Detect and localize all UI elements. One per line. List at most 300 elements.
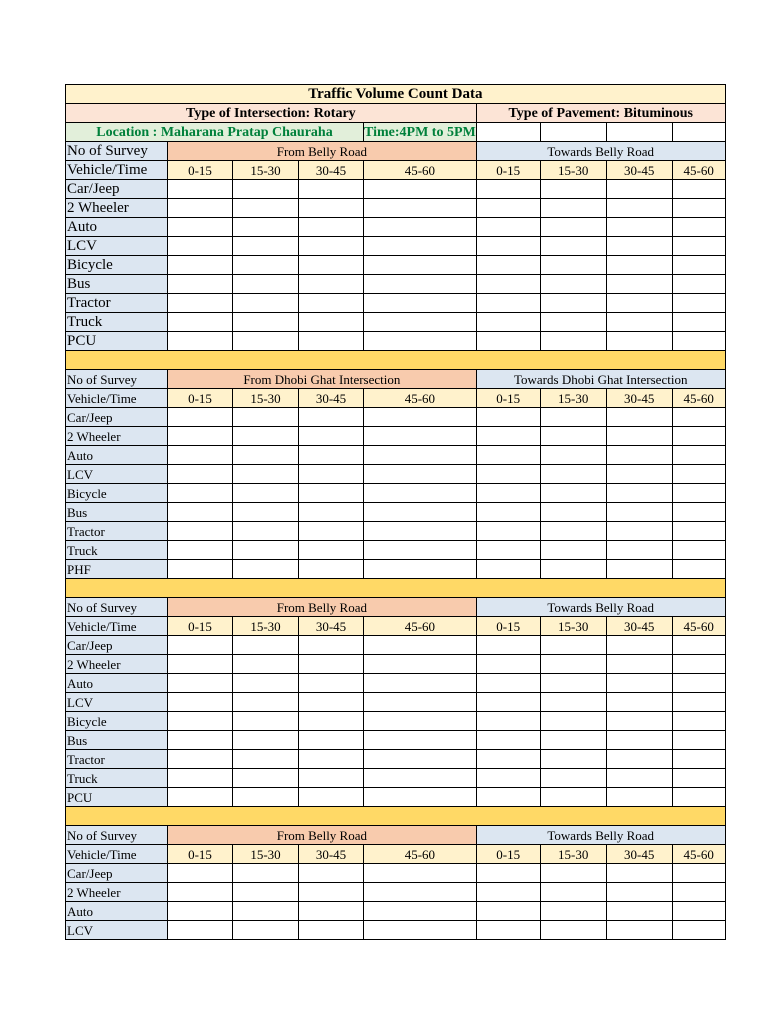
count-cell[interactable] (540, 408, 606, 427)
vehicle-row (66, 446, 726, 465)
count-cell[interactable] (233, 636, 299, 655)
count-cell[interactable] (672, 541, 725, 560)
time-slot-header: 30-45 (606, 617, 672, 636)
time-slot-header: 30-45 (606, 845, 672, 864)
count-cell[interactable] (299, 275, 364, 294)
section-separator (66, 351, 726, 370)
count-cell[interactable] (606, 693, 672, 712)
count-cell[interactable] (606, 731, 672, 750)
vehicle-type-label: 2 Wheeler (66, 883, 168, 902)
separator-bar (66, 351, 726, 370)
count-cell[interactable] (233, 180, 299, 199)
count-cell[interactable] (476, 408, 540, 427)
location-label: Location : Maharana Pratap Chauraha (66, 123, 364, 142)
count-cell[interactable] (233, 332, 299, 351)
count-cell[interactable] (299, 427, 364, 446)
count-cell[interactable] (476, 446, 540, 465)
count-cell[interactable] (540, 655, 606, 674)
count-cell[interactable] (606, 636, 672, 655)
count-cell[interactable] (364, 693, 477, 712)
count-cell[interactable] (672, 465, 725, 484)
count-cell[interactable] (606, 769, 672, 788)
count-cell[interactable] (476, 655, 540, 674)
count-cell[interactable] (606, 465, 672, 484)
count-cell[interactable] (233, 921, 299, 940)
count-cell[interactable] (540, 180, 606, 199)
count-cell[interactable] (606, 750, 672, 769)
count-cell[interactable] (168, 199, 233, 218)
count-cell[interactable] (672, 275, 725, 294)
count-cell[interactable] (233, 256, 299, 275)
count-cell[interactable] (299, 408, 364, 427)
vehicle-row (66, 294, 726, 313)
count-cell[interactable] (299, 921, 364, 940)
count-cell[interactable] (540, 712, 606, 731)
count-cell[interactable] (540, 199, 606, 218)
count-cell[interactable] (233, 769, 299, 788)
count-cell[interactable] (233, 712, 299, 731)
count-cell[interactable] (672, 484, 725, 503)
count-cell[interactable] (299, 313, 364, 332)
count-cell[interactable] (672, 294, 725, 313)
count-cell[interactable] (476, 693, 540, 712)
count-cell[interactable] (168, 522, 233, 541)
count-cell[interactable] (168, 313, 233, 332)
count-cell[interactable] (540, 731, 606, 750)
count-cell[interactable] (476, 560, 540, 579)
count-cell[interactable] (168, 788, 233, 807)
survey-header-row (66, 826, 726, 845)
count-cell[interactable] (540, 503, 606, 522)
count-cell[interactable] (168, 921, 233, 940)
vehicle-type-label: LCV (66, 465, 168, 484)
count-cell[interactable] (299, 541, 364, 560)
count-cell[interactable] (168, 427, 233, 446)
count-cell[interactable] (364, 427, 477, 446)
count-cell[interactable] (672, 693, 725, 712)
count-cell[interactable] (168, 294, 233, 313)
count-cell[interactable] (233, 864, 299, 883)
count-cell[interactable] (606, 522, 672, 541)
count-cell[interactable] (540, 332, 606, 351)
count-cell[interactable] (233, 902, 299, 921)
count-cell[interactable] (606, 541, 672, 560)
count-cell[interactable] (476, 294, 540, 313)
count-cell[interactable] (168, 864, 233, 883)
time-slot-header: 45-60 (672, 617, 725, 636)
count-cell[interactable] (364, 275, 477, 294)
count-cell[interactable] (540, 522, 606, 541)
count-cell[interactable] (299, 636, 364, 655)
count-cell[interactable] (540, 218, 606, 237)
count-cell[interactable] (540, 446, 606, 465)
count-cell[interactable] (606, 408, 672, 427)
count-cell[interactable] (672, 313, 725, 332)
count-cell[interactable] (233, 484, 299, 503)
count-cell[interactable] (364, 503, 477, 522)
count-cell[interactable] (168, 332, 233, 351)
count-cell[interactable] (606, 655, 672, 674)
count-cell[interactable] (672, 503, 725, 522)
count-cell[interactable] (168, 560, 233, 579)
count-cell[interactable] (364, 237, 477, 256)
count-cell[interactable] (364, 522, 477, 541)
count-cell[interactable] (672, 883, 725, 902)
count-cell[interactable] (168, 712, 233, 731)
count-cell[interactable] (606, 674, 672, 693)
count-cell[interactable] (364, 674, 477, 693)
count-cell[interactable] (233, 503, 299, 522)
count-cell[interactable] (540, 788, 606, 807)
count-cell[interactable] (233, 199, 299, 218)
count-cell[interactable] (476, 769, 540, 788)
count-cell[interactable] (540, 313, 606, 332)
count-cell[interactable] (606, 503, 672, 522)
count-cell[interactable] (299, 693, 364, 712)
count-cell[interactable] (476, 731, 540, 750)
count-cell[interactable] (233, 427, 299, 446)
count-cell[interactable] (540, 237, 606, 256)
count-cell[interactable] (233, 522, 299, 541)
count-cell[interactable] (168, 674, 233, 693)
count-cell[interactable] (364, 199, 477, 218)
count-cell[interactable] (233, 693, 299, 712)
count-cell[interactable] (606, 484, 672, 503)
count-cell[interactable] (606, 902, 672, 921)
count-cell[interactable] (364, 180, 477, 199)
count-cell[interactable] (606, 256, 672, 275)
count-cell[interactable] (364, 313, 477, 332)
count-cell[interactable] (364, 446, 477, 465)
count-cell[interactable] (540, 275, 606, 294)
count-cell[interactable] (364, 769, 477, 788)
count-cell[interactable] (364, 731, 477, 750)
count-cell[interactable] (233, 275, 299, 294)
count-cell[interactable] (299, 902, 364, 921)
no-of-survey-label: No of Survey (66, 142, 168, 161)
time-slot-header: 15-30 (233, 617, 299, 636)
time-slot-header: 15-30 (540, 161, 606, 180)
count-cell[interactable] (476, 541, 540, 560)
count-cell[interactable] (606, 294, 672, 313)
count-cell[interactable] (168, 256, 233, 275)
count-cell[interactable] (476, 503, 540, 522)
separator-bar (66, 579, 726, 598)
count-cell[interactable] (476, 180, 540, 199)
time-slot-header: 15-30 (540, 389, 606, 408)
count-cell[interactable] (476, 275, 540, 294)
count-cell[interactable] (606, 199, 672, 218)
vehicle-type-label: Bicycle (66, 256, 168, 275)
count-cell[interactable] (233, 731, 299, 750)
pavement-type: Type of Pavement: Bituminous (476, 104, 725, 123)
count-cell[interactable] (606, 560, 672, 579)
count-cell[interactable] (364, 750, 477, 769)
count-cell[interactable] (476, 199, 540, 218)
towards-direction-label: Towards Belly Road (476, 142, 725, 161)
count-cell[interactable] (299, 864, 364, 883)
count-cell[interactable] (672, 655, 725, 674)
count-cell[interactable] (364, 218, 477, 237)
count-cell[interactable] (476, 750, 540, 769)
count-cell[interactable] (476, 921, 540, 940)
count-cell[interactable] (168, 883, 233, 902)
count-cell[interactable] (299, 218, 364, 237)
count-cell[interactable] (672, 332, 725, 351)
count-cell[interactable] (672, 427, 725, 446)
time-slot-header: 30-45 (606, 161, 672, 180)
count-cell[interactable] (540, 636, 606, 655)
count-cell[interactable] (540, 693, 606, 712)
count-cell[interactable] (233, 788, 299, 807)
count-cell[interactable] (672, 636, 725, 655)
count-cell[interactable] (299, 180, 364, 199)
count-cell[interactable] (476, 788, 540, 807)
count-cell[interactable] (168, 750, 233, 769)
count-cell[interactable] (168, 541, 233, 560)
count-cell[interactable] (540, 864, 606, 883)
count-cell[interactable] (364, 636, 477, 655)
count-cell[interactable] (672, 788, 725, 807)
count-cell[interactable] (168, 180, 233, 199)
count-cell[interactable] (672, 256, 725, 275)
count-cell[interactable] (540, 674, 606, 693)
count-cell[interactable] (672, 218, 725, 237)
count-cell[interactable] (476, 864, 540, 883)
count-cell[interactable] (364, 921, 477, 940)
vehicle-row (66, 883, 726, 902)
count-cell[interactable] (168, 465, 233, 484)
count-cell[interactable] (364, 465, 477, 484)
vehicle-type-label: 2 Wheeler (66, 655, 168, 674)
count-cell[interactable] (299, 332, 364, 351)
count-cell[interactable] (299, 465, 364, 484)
count-cell[interactable] (672, 237, 725, 256)
count-cell[interactable] (364, 712, 477, 731)
count-cell[interactable] (476, 313, 540, 332)
count-cell[interactable] (364, 294, 477, 313)
count-cell[interactable] (299, 750, 364, 769)
count-cell[interactable] (364, 256, 477, 275)
count-cell[interactable] (364, 788, 477, 807)
count-cell[interactable] (299, 484, 364, 503)
count-cell[interactable] (540, 750, 606, 769)
count-cell[interactable] (299, 769, 364, 788)
count-cell[interactable] (168, 503, 233, 522)
count-cell[interactable] (168, 446, 233, 465)
time-slot-header: 0-15 (168, 845, 233, 864)
count-cell[interactable] (168, 275, 233, 294)
count-cell[interactable] (672, 560, 725, 579)
count-cell[interactable] (606, 712, 672, 731)
count-cell[interactable] (233, 674, 299, 693)
count-cell[interactable] (476, 636, 540, 655)
count-cell[interactable] (476, 332, 540, 351)
count-cell[interactable] (364, 902, 477, 921)
count-cell[interactable] (540, 902, 606, 921)
count-cell[interactable] (168, 769, 233, 788)
vehicle-type-label: Truck (66, 313, 168, 332)
count-cell[interactable] (672, 408, 725, 427)
count-cell[interactable] (476, 427, 540, 446)
count-cell[interactable] (672, 750, 725, 769)
count-cell[interactable] (672, 769, 725, 788)
count-cell[interactable] (606, 427, 672, 446)
count-cell[interactable] (540, 484, 606, 503)
empty-cell[interactable] (476, 123, 540, 142)
count-cell[interactable] (606, 864, 672, 883)
count-cell[interactable] (476, 256, 540, 275)
count-cell[interactable] (606, 180, 672, 199)
count-cell[interactable] (672, 199, 725, 218)
count-cell[interactable] (299, 503, 364, 522)
count-cell[interactable] (299, 256, 364, 275)
vehicle-type-label: Auto (66, 446, 168, 465)
count-cell[interactable] (299, 655, 364, 674)
from-direction-label: From Belly Road (168, 598, 477, 617)
vehicle-type-label: Bus (66, 503, 168, 522)
count-cell[interactable] (540, 541, 606, 560)
count-cell[interactable] (364, 883, 477, 902)
time-slot-header: 0-15 (168, 617, 233, 636)
count-cell[interactable] (299, 199, 364, 218)
count-cell[interactable] (168, 731, 233, 750)
count-cell[interactable] (476, 218, 540, 237)
vehicle-row (66, 921, 726, 940)
count-cell[interactable] (233, 750, 299, 769)
count-cell[interactable] (672, 446, 725, 465)
count-cell[interactable] (299, 237, 364, 256)
time-slot-header: 0-15 (476, 845, 540, 864)
traffic-count-table (65, 84, 726, 940)
count-cell[interactable] (233, 541, 299, 560)
time-slot-header: 15-30 (540, 617, 606, 636)
count-cell[interactable] (168, 218, 233, 237)
count-cell[interactable] (299, 446, 364, 465)
count-cell[interactable] (364, 655, 477, 674)
count-cell[interactable] (299, 712, 364, 731)
count-cell[interactable] (299, 674, 364, 693)
vehicle-row (66, 427, 726, 446)
towards-direction-label: Towards Belly Road (476, 826, 725, 845)
count-cell[interactable] (606, 788, 672, 807)
count-cell[interactable] (233, 446, 299, 465)
count-cell[interactable] (233, 218, 299, 237)
count-cell[interactable] (168, 484, 233, 503)
vehicle-type-label: Car/Jeep (66, 864, 168, 883)
count-cell[interactable] (299, 788, 364, 807)
count-cell[interactable] (476, 883, 540, 902)
count-cell[interactable] (299, 294, 364, 313)
count-cell[interactable] (476, 484, 540, 503)
count-cell[interactable] (233, 655, 299, 674)
count-cell[interactable] (672, 522, 725, 541)
count-cell[interactable] (233, 560, 299, 579)
count-cell[interactable] (606, 237, 672, 256)
count-cell[interactable] (364, 864, 477, 883)
count-cell[interactable] (672, 921, 725, 940)
time-slot-header: 15-30 (540, 845, 606, 864)
count-cell[interactable] (606, 446, 672, 465)
count-cell[interactable] (476, 674, 540, 693)
count-cell[interactable] (233, 237, 299, 256)
count-cell[interactable] (540, 883, 606, 902)
count-cell[interactable] (299, 560, 364, 579)
count-cell[interactable] (476, 712, 540, 731)
count-cell[interactable] (233, 883, 299, 902)
count-cell[interactable] (540, 465, 606, 484)
count-cell[interactable] (364, 332, 477, 351)
empty-cell[interactable] (606, 123, 672, 142)
count-cell[interactable] (540, 769, 606, 788)
count-cell[interactable] (233, 465, 299, 484)
count-cell[interactable] (540, 427, 606, 446)
count-cell[interactable] (540, 294, 606, 313)
count-cell[interactable] (672, 731, 725, 750)
count-cell[interactable] (606, 313, 672, 332)
vehicle-row (66, 750, 726, 769)
count-cell[interactable] (606, 275, 672, 294)
count-cell[interactable] (233, 294, 299, 313)
count-cell[interactable] (233, 313, 299, 332)
count-cell[interactable] (476, 902, 540, 921)
count-cell[interactable] (672, 712, 725, 731)
vehicle-type-label: LCV (66, 693, 168, 712)
count-cell[interactable] (540, 560, 606, 579)
count-cell[interactable] (672, 674, 725, 693)
count-cell[interactable] (299, 883, 364, 902)
count-cell[interactable] (168, 655, 233, 674)
count-cell[interactable] (168, 693, 233, 712)
count-cell[interactable] (168, 902, 233, 921)
count-cell[interactable] (540, 256, 606, 275)
count-cell[interactable] (476, 237, 540, 256)
count-cell[interactable] (672, 902, 725, 921)
vehicle-row (66, 693, 726, 712)
count-cell[interactable] (364, 541, 477, 560)
count-cell[interactable] (168, 636, 233, 655)
count-cell[interactable] (299, 522, 364, 541)
count-cell[interactable] (540, 921, 606, 940)
count-cell[interactable] (606, 921, 672, 940)
count-cell[interactable] (476, 465, 540, 484)
vehicle-time-label: Vehicle/Time (66, 617, 168, 636)
count-cell[interactable] (606, 883, 672, 902)
time-slot-row (66, 617, 726, 636)
count-cell[interactable] (476, 522, 540, 541)
vehicle-row (66, 408, 726, 427)
count-cell[interactable] (168, 237, 233, 256)
count-cell[interactable] (606, 332, 672, 351)
count-cell[interactable] (672, 864, 725, 883)
vehicle-type-label: Bicycle (66, 712, 168, 731)
vehicle-type-label: Auto (66, 674, 168, 693)
vehicle-type-label: Tractor (66, 294, 168, 313)
count-cell[interactable] (606, 218, 672, 237)
count-cell[interactable] (672, 180, 725, 199)
count-cell[interactable] (168, 408, 233, 427)
count-cell[interactable] (364, 560, 477, 579)
vehicle-type-label: LCV (66, 237, 168, 256)
count-cell[interactable] (233, 408, 299, 427)
empty-cell[interactable] (672, 123, 725, 142)
count-cell[interactable] (299, 731, 364, 750)
count-cell[interactable] (364, 408, 477, 427)
empty-cell[interactable] (540, 123, 606, 142)
survey-header-row (66, 142, 726, 161)
vehicle-row (66, 541, 726, 560)
count-cell[interactable] (364, 484, 477, 503)
